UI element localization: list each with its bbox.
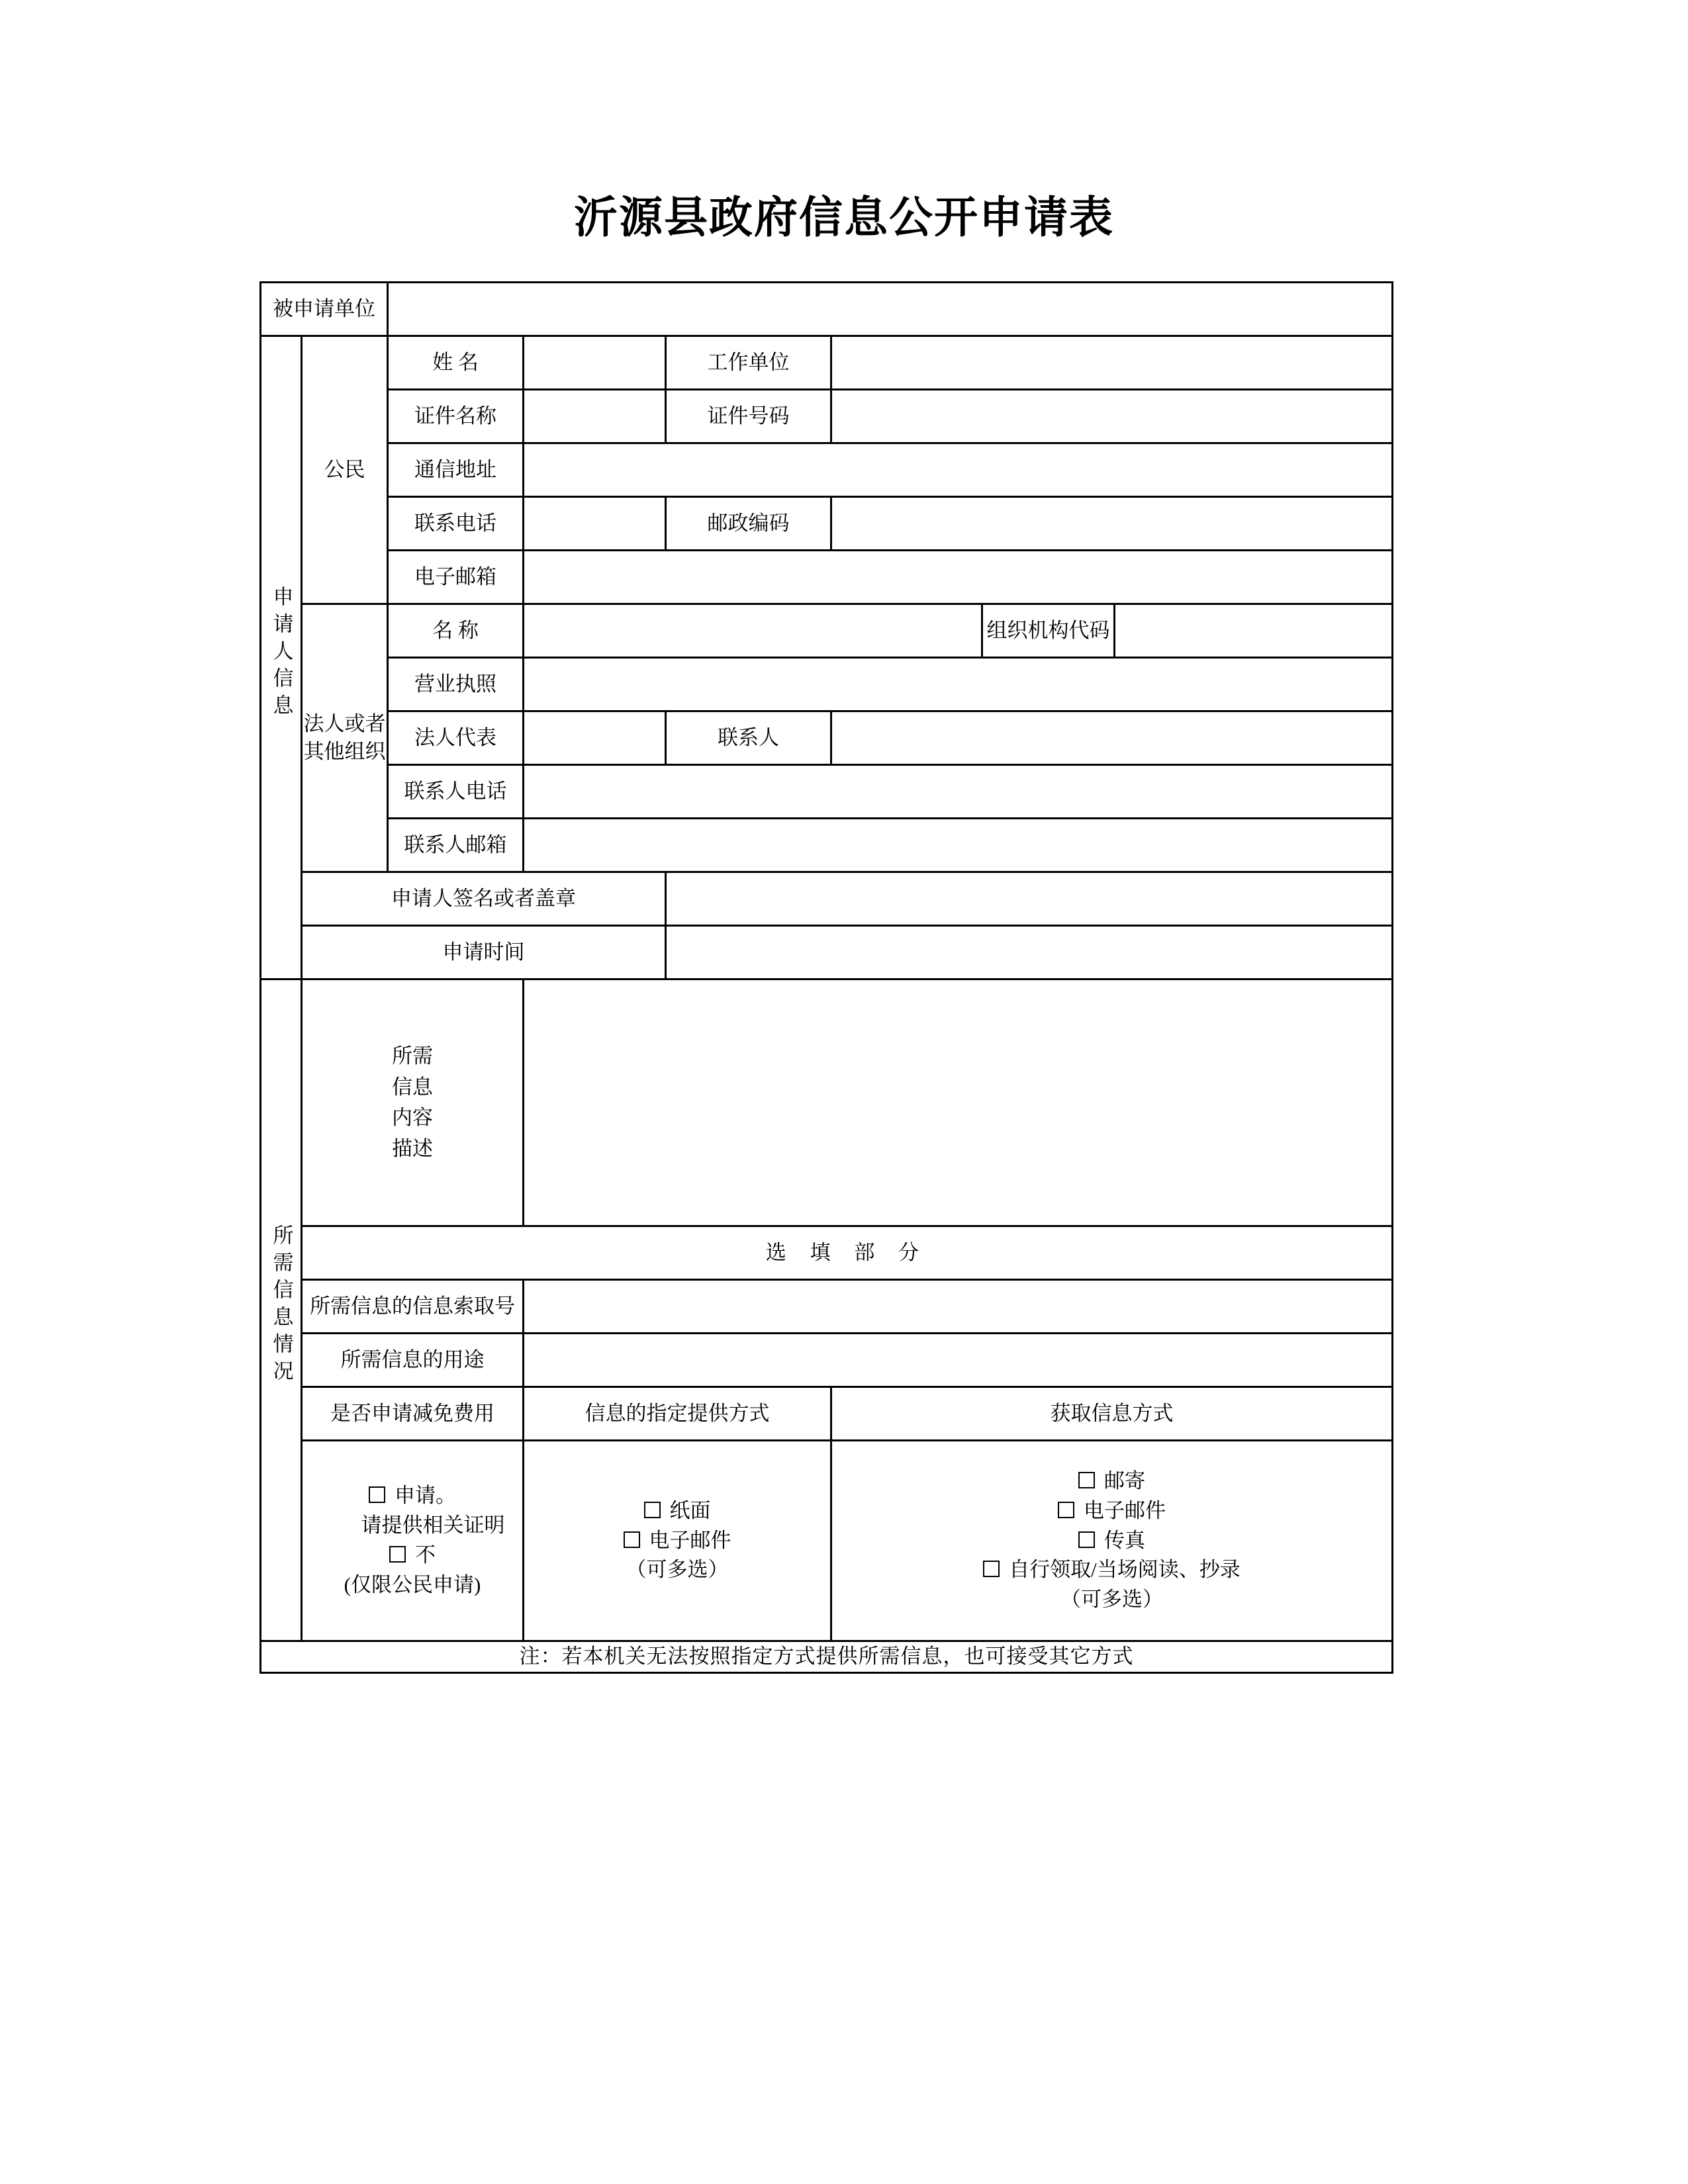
table-row-usage — [261, 1334, 1393, 1387]
content-description-label: 所需信息内容描述 — [302, 979, 524, 1226]
legal-license-label: 营业执照 — [388, 658, 524, 711]
legal-contact-phone-value[interactable] — [524, 765, 1393, 819]
applied-unit-label: 被申请单位 — [261, 283, 388, 336]
acquire-method-label: 获取信息方式 — [831, 1387, 1393, 1441]
fee-reduction-options — [302, 1441, 524, 1641]
table-row-legal-license — [261, 658, 1393, 711]
checkbox-icon[interactable] — [389, 1546, 406, 1563]
checkbox-icon[interactable] — [1078, 1472, 1095, 1488]
citizen-email-label: 电子邮箱 — [388, 551, 524, 604]
table-row-method-headers — [261, 1387, 1393, 1441]
table-row-apply-time — [261, 926, 1393, 979]
citizen-label: 公民 — [302, 336, 388, 604]
legal-contact-email-value[interactable] — [524, 819, 1393, 872]
fee-option-no[interactable]: 不 — [303, 1541, 522, 1570]
citizen-phone-label: 联系电话 — [388, 497, 524, 551]
table-row-applied-unit — [261, 283, 1393, 336]
citizen-name-value[interactable] — [524, 336, 666, 390]
checkbox-icon[interactable] — [1078, 1531, 1095, 1548]
table-row-citizen-name — [261, 336, 1393, 390]
legal-representative-value[interactable] — [524, 711, 666, 765]
table-row-legal-name — [261, 604, 1393, 658]
citizen-address-value[interactable] — [524, 443, 1393, 497]
government-information-disclosure-application-form — [259, 281, 1393, 1674]
apply-time-value[interactable] — [666, 926, 1393, 979]
usage-label: 所需信息的用途 — [302, 1334, 524, 1387]
table-row-legal-contact-email — [261, 819, 1393, 872]
table-row-citizen-phone — [261, 497, 1393, 551]
table-row-signature — [261, 872, 1393, 926]
table-row-legal-contact-phone — [261, 765, 1393, 819]
checkbox-icon[interactable] — [369, 1486, 385, 1503]
fee-option-apply[interactable]: 申请。 — [303, 1481, 522, 1511]
provide-option-email[interactable]: 电子邮件 — [524, 1526, 830, 1556]
citizen-id-number-label: 证件号码 — [666, 390, 831, 443]
checkbox-icon[interactable] — [983, 1561, 1000, 1577]
legal-contact-phone-label: 联系人电话 — [388, 765, 524, 819]
apply-time-label: 申请时间 — [302, 926, 666, 979]
index-number-value[interactable] — [524, 1280, 1393, 1334]
legal-contact-email-label: 联系人邮箱 — [388, 819, 524, 872]
signature-value[interactable] — [666, 872, 1393, 926]
legal-license-value[interactable] — [524, 658, 1393, 711]
fee-reduction-label: 是否申请减免费用 — [302, 1387, 524, 1441]
table-row-citizen-email — [261, 551, 1393, 604]
citizen-work-unit-value[interactable] — [831, 336, 1393, 390]
citizen-id-type-label: 证件名称 — [388, 390, 524, 443]
provide-option-multi-note: （可多选） — [626, 1558, 729, 1582]
legal-contact-value[interactable] — [831, 711, 1393, 765]
acquire-option-fax[interactable]: 传真 — [832, 1526, 1391, 1556]
acquire-method-options — [831, 1441, 1393, 1641]
applicant-info-label: 申请人信息 — [261, 336, 302, 979]
checkbox-icon[interactable] — [1058, 1502, 1074, 1518]
fee-option-citizen-only-note: (仅限公民申请) — [344, 1572, 481, 1596]
fee-option-proof-note: 请提供相关证明 — [361, 1514, 505, 1537]
footnote: 注：若本机关无法按照指定方式提供所需信息，也可接受其它方式 — [261, 1641, 1393, 1673]
legal-org-code-label: 组织机构代码 — [982, 604, 1115, 658]
acquire-option-mail[interactable]: 邮寄 — [832, 1467, 1391, 1496]
provide-method-label: 信息的指定提供方式 — [524, 1387, 831, 1441]
table-row-legal-representative — [261, 711, 1393, 765]
citizen-work-unit-label: 工作单位 — [666, 336, 831, 390]
applied-unit-value[interactable] — [388, 283, 1393, 336]
legal-name-label: 名 称 — [388, 604, 524, 658]
legal-contact-label: 联系人 — [666, 711, 831, 765]
citizen-name-label: 姓 名 — [388, 336, 524, 390]
checkbox-icon[interactable] — [624, 1531, 640, 1548]
table-row-index-number — [261, 1280, 1393, 1334]
legal-person-label: 法人或者其他组织 — [302, 604, 388, 872]
usage-value[interactable] — [524, 1334, 1393, 1387]
content-description-value[interactable] — [524, 979, 1393, 1226]
info-situation-label: 所需信息情况 — [261, 979, 302, 1641]
citizen-id-number-value[interactable] — [831, 390, 1393, 443]
table-row-optional-section — [261, 1226, 1393, 1280]
table-row-content-description — [261, 979, 1393, 1226]
checkbox-icon[interactable] — [644, 1502, 661, 1518]
citizen-address-label: 通信地址 — [388, 443, 524, 497]
table-row-method-options — [261, 1441, 1393, 1641]
citizen-id-type-value[interactable] — [524, 390, 666, 443]
optional-section-label: 选 填 部 分 — [302, 1226, 1393, 1280]
legal-org-code-value[interactable] — [1115, 604, 1393, 658]
provide-option-paper[interactable]: 纸面 — [524, 1496, 830, 1526]
citizen-postcode-label: 邮政编码 — [666, 497, 831, 551]
acquire-option-email[interactable]: 电子邮件 — [832, 1496, 1391, 1526]
signature-label: 申请人签名或者盖章 — [302, 872, 666, 926]
citizen-postcode-value[interactable] — [831, 497, 1393, 551]
acquire-option-multi-note: （可多选） — [1060, 1588, 1163, 1612]
index-number-label: 所需信息的信息索取号 — [302, 1280, 524, 1334]
table-row-footnote — [261, 1641, 1393, 1673]
legal-name-value[interactable] — [524, 604, 982, 658]
table-row-citizen-address — [261, 443, 1393, 497]
legal-representative-label: 法人代表 — [388, 711, 524, 765]
citizen-phone-value[interactable] — [524, 497, 666, 551]
table-row-citizen-id — [261, 390, 1393, 443]
citizen-email-value[interactable] — [524, 551, 1393, 604]
page-title: 沂源县政府信息公开申请表 — [574, 194, 1114, 242]
acquire-option-self-pickup[interactable]: 自行领取/当场阅读、抄录 — [832, 1555, 1391, 1585]
provide-method-options — [524, 1441, 831, 1641]
